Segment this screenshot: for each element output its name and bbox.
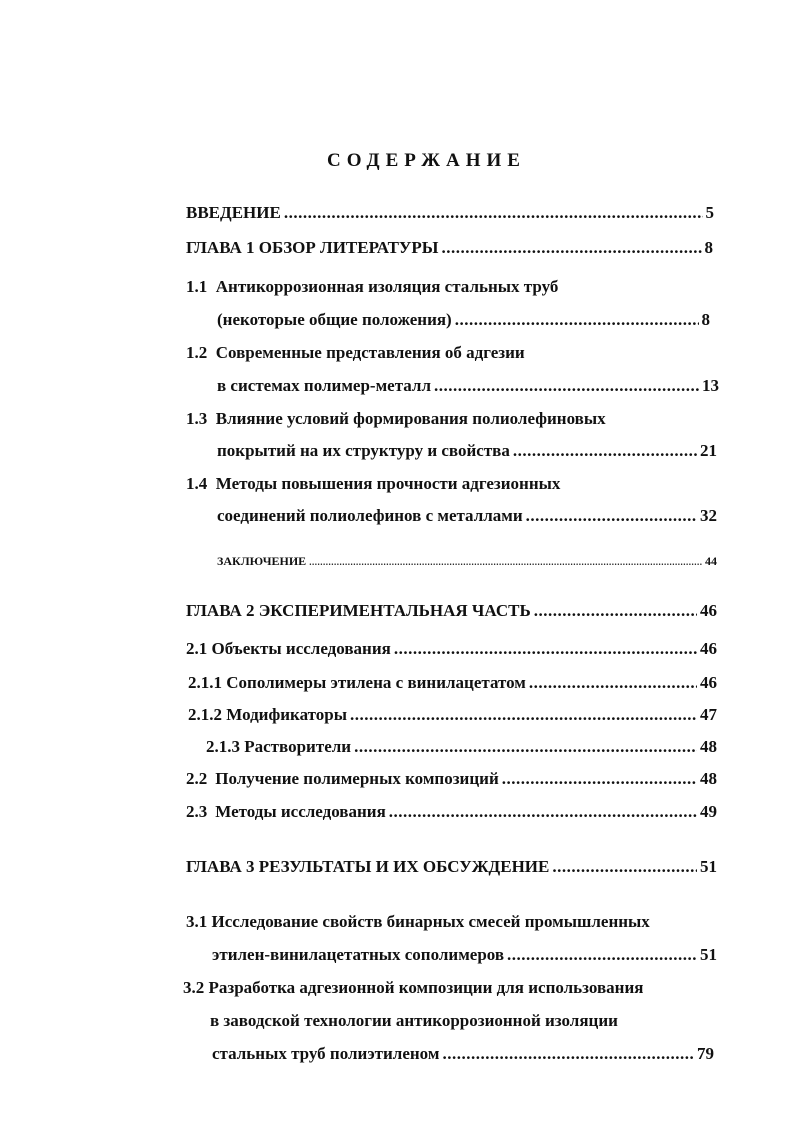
toc-entry-text: ГЛАВА 2 ЭКСПЕРИМЕНТАЛЬНАЯ ЧАСТЬ — [186, 601, 531, 620]
toc-page-number: 46 — [700, 601, 717, 620]
toc-entry-1-4-cont — [217, 505, 717, 527]
toc-entry-text: покрытий на их структуру и свойства — [217, 441, 510, 460]
toc-entry-conclusion — [217, 550, 717, 573]
toc-entry-text: (некоторые общие положения) — [217, 310, 452, 329]
page-title: СОДЕРЖАНИЕ — [327, 150, 526, 171]
toc-entry-1-2-cont — [217, 375, 719, 397]
toc-section-number: 1.1 — [186, 277, 208, 296]
toc-entry-chapter-2 — [186, 600, 717, 622]
toc-entry-3-2-cont-1 — [210, 1010, 618, 1032]
dot-leader — [529, 672, 697, 694]
toc-entry-2-1-3 — [206, 736, 717, 758]
toc-entry-chapter-1 — [186, 237, 713, 259]
toc-entry-text: Методы повышения прочности адгезионных — [215, 474, 561, 493]
toc-entry-2-1 — [186, 638, 717, 660]
toc-entry-text: Получение полимерных композиций — [215, 769, 499, 788]
toc-entry-introduction — [186, 202, 714, 224]
dot-leader — [442, 1043, 694, 1065]
toc-entry-1-1-cont — [217, 309, 710, 331]
toc-section-number: 1.3 — [186, 409, 208, 428]
toc-entry-text: этилен-винилацетатных сополимеров — [212, 945, 505, 964]
toc-page-number: 8 — [701, 310, 710, 329]
toc-entry-2-1-2 — [188, 704, 717, 726]
toc-entry-text: 2.1.1 Сополимеры этилена с винилацетатом — [188, 673, 526, 692]
dot-leader — [434, 375, 699, 397]
toc-entry-text: 2.1.3 Растворители — [206, 737, 352, 756]
toc-entry-1-1 — [186, 276, 558, 298]
toc-page-number: 79 — [697, 1044, 714, 1063]
toc-entry-text: ГЛАВА 1 ОБЗОР ЛИТЕРАТУРЫ — [186, 238, 439, 257]
toc-page-number: 47 — [700, 705, 717, 724]
toc-entry-3-1-cont — [212, 944, 717, 966]
dot-leader — [552, 856, 697, 878]
toc-page-number: 46 — [700, 639, 717, 658]
toc-entry-1-2 — [186, 342, 525, 364]
toc-page-number: 46 — [700, 673, 717, 692]
toc-entry-1-3 — [186, 408, 606, 430]
toc-entry-text: в заводской технологии антикоррозионной изоляции — [210, 1011, 618, 1030]
toc-entry-text: Методы исследования — [215, 802, 386, 821]
toc-page-number: 51 — [700, 945, 717, 964]
dot-leader — [389, 801, 697, 823]
dot-leader — [394, 638, 697, 660]
toc-entry-text: 2.1.2 Модификаторы — [188, 705, 347, 724]
toc-entry-2-3 — [186, 801, 717, 823]
dot-leader — [284, 202, 703, 224]
toc-page-number: 48 — [700, 737, 717, 756]
toc-entry-3-1 — [186, 911, 650, 933]
dot-leader — [507, 944, 697, 966]
dot-leader — [455, 309, 699, 331]
toc-section-number: 2.3 — [186, 802, 208, 821]
toc-entry-text: соединений полиолефинов с металлами — [217, 506, 523, 525]
toc-page-number: 32 — [700, 506, 717, 525]
dot-leader — [350, 704, 697, 726]
toc-entry-2-2 — [186, 768, 717, 790]
toc-section-number: 1.4 — [186, 474, 208, 493]
toc-entry-text: ЗАКЛЮЧЕНИЕ — [217, 554, 307, 568]
toc-entry-text: ГЛАВА 3 РЕЗУЛЬТАТЫ И ИХ ОБСУЖДЕНИЕ — [186, 857, 550, 876]
toc-page-number: 21 — [700, 441, 717, 460]
toc-entry-2-1-1 — [188, 672, 717, 694]
toc-entry-chapter-3 — [186, 856, 717, 878]
toc-page-number: 44 — [705, 554, 717, 568]
dot-leader — [526, 505, 697, 527]
dot-leader — [513, 440, 697, 462]
toc-entry-text: Антикоррозионная изоляция стальных труб — [215, 277, 559, 296]
dot-leader — [502, 768, 697, 790]
toc-entry-text: ВВЕДЕНИЕ — [186, 203, 281, 222]
dot-leader — [534, 600, 697, 622]
toc-page-number: 5 — [705, 203, 714, 222]
dot-leader — [309, 551, 702, 573]
toc-page-number: 13 — [702, 376, 719, 395]
toc-section-number: 1.2 — [186, 343, 208, 362]
dot-leader — [354, 736, 697, 758]
toc-page-number: 51 — [700, 857, 717, 876]
toc-entry-text: Современные представления об адгезии — [215, 343, 525, 362]
toc-page-number: 49 — [700, 802, 717, 821]
toc-entry-3-2-cont-2 — [212, 1043, 714, 1065]
toc-page-number: 48 — [700, 769, 717, 788]
toc-entry-3-2 — [183, 977, 643, 999]
toc-entry-text: в системах полимер-металл — [217, 376, 431, 395]
toc-entry-1-3-cont — [217, 440, 717, 462]
toc-entry-text: 3.1 Исследование свойств бинарных смесей промышленных — [186, 912, 650, 931]
toc-entry-text: 2.1 Объекты исследования — [186, 639, 391, 658]
toc-entry-text: 3.2 Разработка адгезионной композиции для использования — [183, 978, 644, 997]
toc-section-number: 2.2 — [186, 769, 208, 788]
toc-entry-text: стальных труб полиэтиленом — [212, 1044, 440, 1063]
toc-entry-text: Влияние условий формирования полиолефиновых — [215, 409, 606, 428]
dot-leader — [442, 237, 702, 259]
toc-entry-1-4 — [186, 473, 560, 495]
toc-page-number: 8 — [704, 238, 713, 257]
